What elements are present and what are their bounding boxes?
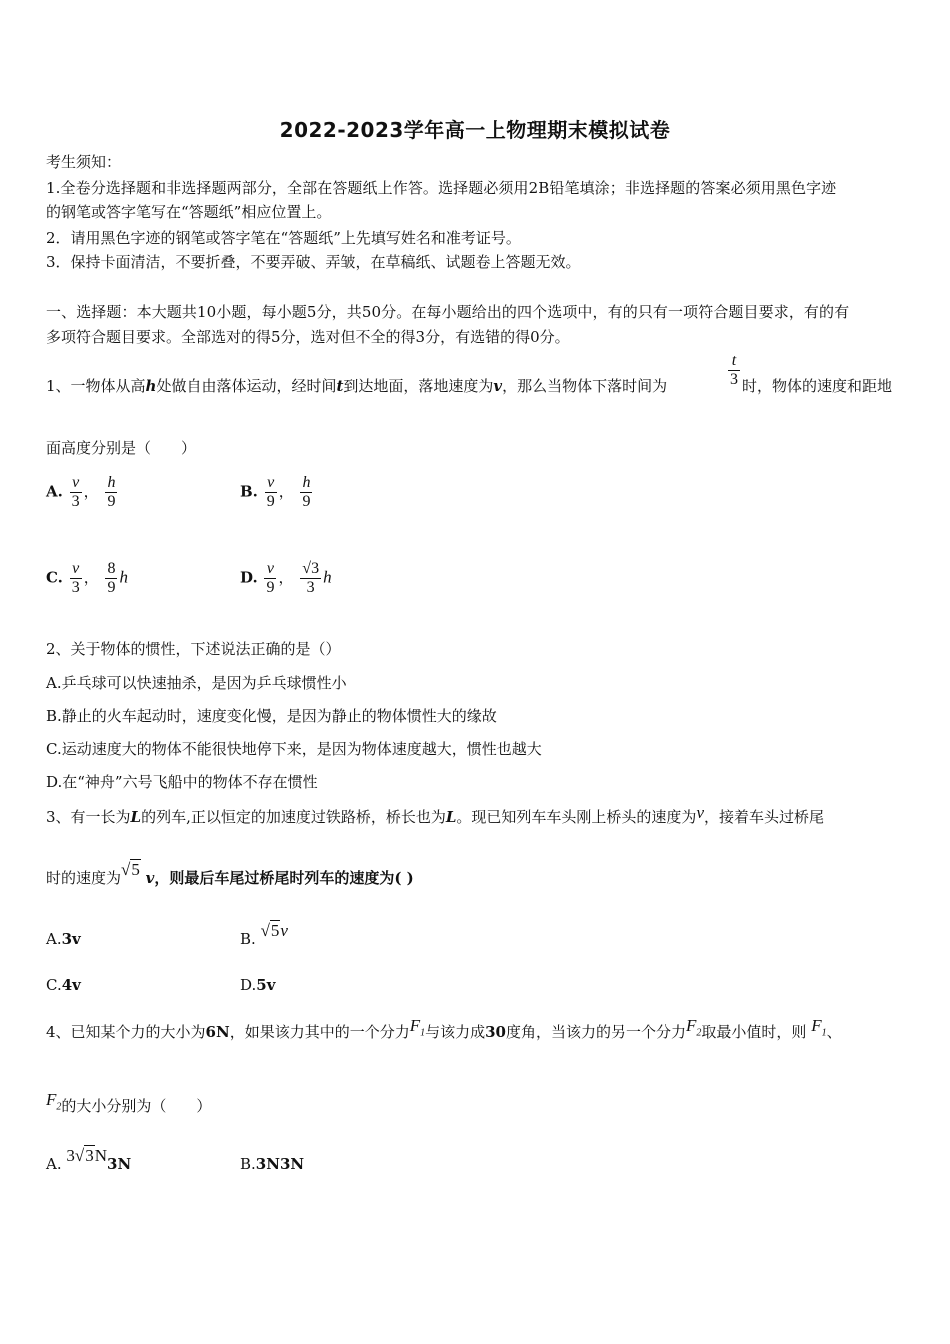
q2-option-a[interactable]: A.乒乓球可以快速抽杀，是因为乒乓球惯性小 (46, 674, 347, 692)
q3-option-a[interactable]: A.3v (46, 930, 81, 948)
question-1-stem-cont: 面高度分别是（ ） (46, 439, 197, 457)
page-title: 2022-2023学年高一上物理期末模拟试卷 (279, 118, 671, 142)
notice-item-2: 2．请用黑色字迹的钢笔或答字笔在“答题纸”上先填写姓名和准考证号。 (46, 229, 521, 247)
question-1-stem: 1、一物体从高h处做自由落体运动，经时间t到达地面，落地速度为v，那么当物体下落时间为 (46, 377, 668, 395)
q3-option-b[interactable]: B. √5v (240, 921, 288, 948)
section-heading: 一、选择题：本大题共10小题，每小题5分，共50分。在每小题给出的四个选项中，有的只有一项符合题目要求，有的有 (46, 303, 850, 321)
notice-item-3: 3．保持卡面清洁，不要折叠，不要弄破、弄皱，在草稿纸、试题卷上答题无效。 (46, 253, 581, 271)
question-2-stem: 2、关于物体的惯性，下述说法正确的是（） (46, 640, 341, 658)
question-3-stem-cont: 时的速度为√5 v，则最后车尾过桥尾时列车的速度为( ) (46, 860, 414, 887)
question-1-stem-end: 时，物体的速度和距地 (742, 377, 893, 395)
question-4-stem-cont: $F_2$的大小分别为（ ） (46, 1090, 212, 1115)
q3-option-c[interactable]: C.4v (46, 976, 81, 994)
question-4-stem: 4、已知某个力的大小为6N，如果该力其中的一个分力$F_1$与该力成30度角，当该力的另一个分力$F_2$取最小值时，则 $F_1$、 (46, 1016, 842, 1041)
notice-item-1-cont: 的钢笔或答字笔写在“答题纸”相应位置上。 (46, 203, 332, 221)
q2-option-c[interactable]: C.运动速度大的物体不能很快地停下来，是因为物体速度越大，惯性也越大 (46, 740, 542, 758)
question-3-stem: 3、有一长为L的列车,正以恒定的加速度过铁路桥，桥长也为L。现已知列车车头刚上桥头的速度为v，接着车头过桥尾 (46, 803, 824, 826)
section-heading-cont: 多项符合题目要求。全部选对的得5分，选对但不全的得3分，有选错的得0分。 (46, 328, 570, 346)
notice-heading: 考生须知： (46, 153, 122, 171)
q4-option-a[interactable]: A. 3√3N3N (46, 1146, 132, 1173)
q1-option-b[interactable]: B. $\frac{v}{9}$ ， $\frac{h}{9}$ (240, 474, 311, 510)
q1-option-c[interactable]: C. $\frac{v}{3}$ ， $\frac{8}{9}$ h (46, 560, 128, 596)
q2-option-d[interactable]: D.在“神舟”六号飞船中的物体不存在惯性 (46, 773, 318, 791)
notice-item-1: 1.全卷分选择题和非选择题两部分，全部在答题纸上作答。选择题必须用2B铅笔填涂；非选择题的答案必须用黑色字迹 (46, 179, 837, 197)
q1-option-a[interactable]: A. $\frac{v}{3}$ ， $\frac{h}{9}$ (46, 474, 116, 510)
q2-option-b[interactable]: B.静止的火车起动时，速度变化慢，是因为静止的物体惯性大的缘故 (46, 707, 497, 725)
fraction-t-over-3: t 3 (730, 352, 738, 388)
q3-option-d[interactable]: D.5v (240, 976, 276, 994)
q1-option-d[interactable]: D. $\frac{v}{9}$ ， $\frac{√3}{3}$ h (240, 560, 332, 596)
q4-option-b[interactable]: B.3N3N (240, 1155, 305, 1173)
